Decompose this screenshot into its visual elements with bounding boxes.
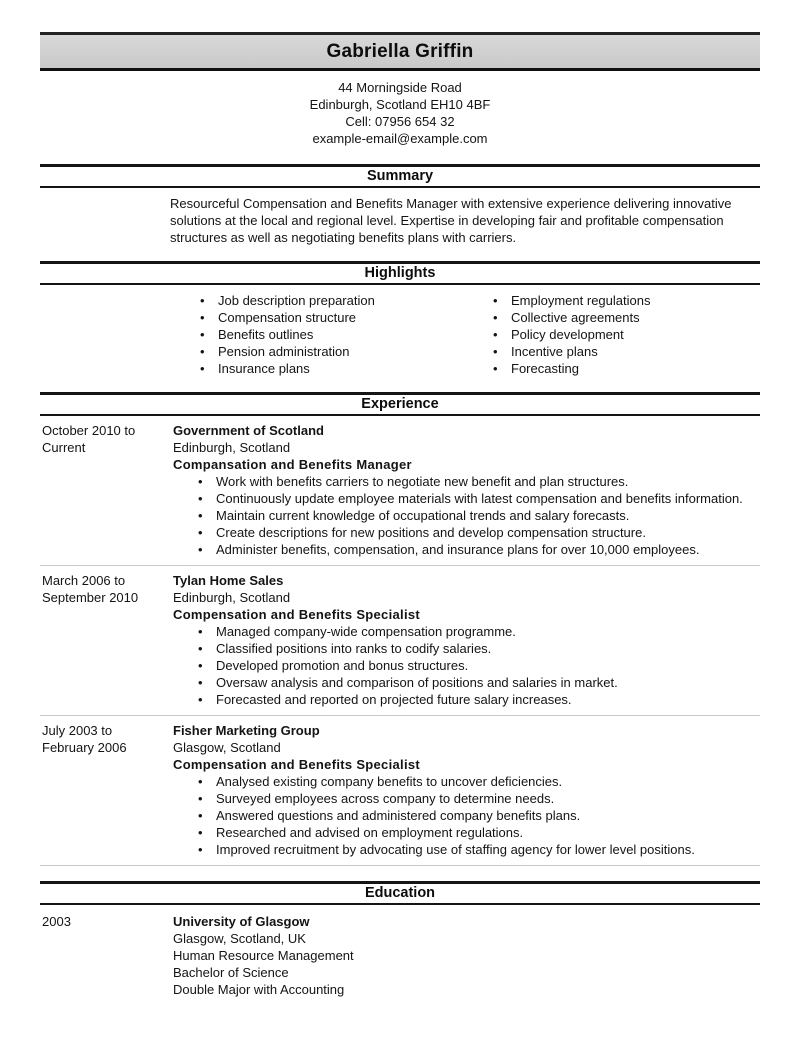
highlight-item: • Job description preparation (197, 292, 447, 309)
contact-email: example-email@example.com (312, 131, 488, 146)
job-location: Edinburgh, Scotland (173, 440, 291, 455)
contact-block (40, 79, 760, 147)
highlight-item: • Compensation structure (197, 309, 447, 326)
name-banner (40, 32, 760, 71)
highlights-columns (40, 292, 760, 377)
job-bullet: • Answered questions and administered company benefits plans. (195, 807, 760, 824)
entry-dates: October 2010 to Current (42, 423, 136, 455)
highlight-item: • Pension administration (197, 343, 447, 360)
education-detail: Bachelor of Science (173, 965, 289, 980)
job-bullet: • Managed company-wide compensation programme. (195, 623, 760, 640)
highlight-item: • Policy development (490, 326, 650, 343)
job-location: Edinburgh, Scotland (173, 590, 291, 605)
highlights-section (40, 261, 760, 377)
contact-street: 44 Morningside Road (338, 80, 462, 95)
job-bullet: • Improved recruitment by advocating use of staffing agency for lower level positions. (195, 841, 760, 858)
education-heading-rule (40, 881, 760, 905)
summary-text: Resourceful Compensation and Benefits Manager with extensive experience delivering innovative solutions at the local and regional level. Expertise in developing fair and profitable compensation structures as well as negotiating benefits plans with carriers. (170, 196, 732, 245)
school-location: Glasgow, Scotland, UK (173, 931, 306, 946)
highlights-heading: Highlights (364, 265, 436, 281)
job-bullet-list (195, 473, 760, 558)
job-bullet: • Classified positions into ranks to codify salaries. (195, 640, 760, 657)
job-bullet: • Researched and advised on employment regulations. (195, 824, 760, 841)
job-bullet-list (195, 773, 760, 858)
school-name: University of Glasgow (173, 914, 310, 929)
education-entry (40, 905, 760, 1005)
job-location: Glasgow, Scotland (173, 740, 281, 755)
job-bullet-list (195, 623, 760, 708)
job-bullet: • Work with benefits carriers to negotiate new benefit and plan structures. (195, 473, 760, 490)
summary-section (40, 164, 760, 246)
experience-entry (40, 566, 760, 716)
company-name: Tylan Home Sales (173, 573, 284, 588)
entry-body (173, 572, 760, 708)
highlights-right-list (490, 292, 650, 377)
education-heading: Education (364, 885, 436, 901)
contact-phone: Cell: 07956 654 32 (345, 114, 455, 129)
entry-body (173, 722, 760, 858)
summary-heading-rule (40, 164, 760, 188)
education-detail: Human Resource Management (173, 948, 354, 963)
experience-heading-rule (40, 392, 760, 416)
entry-body (173, 913, 760, 998)
candidate-name: Gabriella Griffin (326, 41, 474, 62)
experience-entry (40, 416, 760, 566)
entry-body (173, 422, 760, 558)
contact-city: Edinburgh, Scotland EH10 4BF (309, 97, 491, 112)
job-title: Compensation and Benefits Specialist (173, 757, 421, 772)
highlight-item: • Employment regulations (490, 292, 650, 309)
job-bullet: • Analysed existing company benefits to uncover deficiencies. (195, 773, 760, 790)
job-bullet: • Oversaw analysis and comparison of positions and salaries in market. (195, 674, 760, 691)
experience-entry (40, 716, 760, 866)
highlights-heading-rule (40, 261, 760, 285)
job-bullet: • Continuously update employee materials with latest compensation and benefits information. (195, 490, 760, 507)
highlight-item: • Collective agreements (490, 309, 650, 326)
job-bullet: • Surveyed employees across company to determine needs. (195, 790, 760, 807)
highlight-item: • Insurance plans (197, 360, 447, 377)
job-bullet: • Administer benefits, compensation, and insurance plans for over 10,000 employees. (195, 541, 760, 558)
education-year: 2003 (42, 914, 71, 929)
job-bullet: • Developed promotion and bonus structures. (195, 657, 760, 674)
experience-section (40, 392, 760, 866)
summary-heading: Summary (366, 168, 434, 184)
job-title: Compensation and Benefits Specialist (173, 607, 421, 622)
job-bullet: • Create descriptions for new positions and develop compensation structure. (195, 524, 760, 541)
job-title: Compansation and Benefits Manager (173, 457, 412, 472)
company-name: Fisher Marketing Group (173, 723, 320, 738)
entry-dates: March 2006 to September 2010 (42, 573, 139, 605)
education-detail: Double Major with Accounting (173, 982, 345, 997)
job-bullet: • Maintain current knowledge of occupational trends and salary forecasts. (195, 507, 760, 524)
job-bullet: • Forecasted and reported on projected future salary increases. (195, 691, 760, 708)
experience-heading: Experience (361, 396, 439, 412)
highlight-item: • Forecasting (490, 360, 650, 377)
highlight-item: • Incentive plans (490, 343, 650, 360)
highlight-item: • Benefits outlines (197, 326, 447, 343)
entry-dates: July 2003 to February 2006 (42, 723, 127, 755)
highlights-left-list (197, 292, 447, 377)
education-section (40, 881, 760, 1005)
company-name: Government of Scotland (173, 423, 324, 438)
